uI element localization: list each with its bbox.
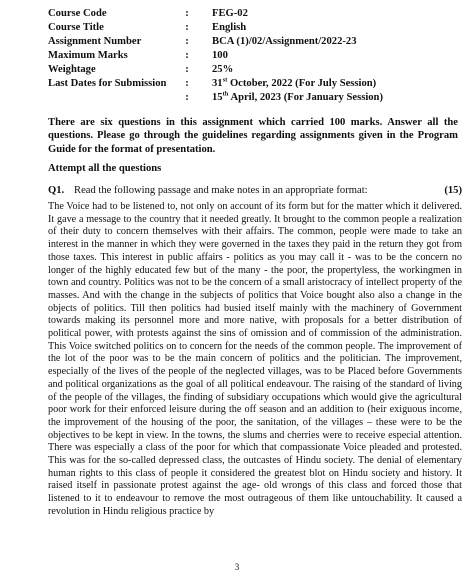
meta-row-weightage bbox=[48, 63, 468, 77]
meta-row-maximum-marks bbox=[48, 49, 468, 63]
meta-colon: : bbox=[185, 8, 189, 19]
question-1 bbox=[48, 184, 462, 197]
meta-colon: : bbox=[185, 64, 189, 75]
meta-colon: : bbox=[185, 78, 189, 89]
meta-value: BCA (1)/02/Assignment/2022-23 bbox=[212, 36, 357, 47]
meta-colon: : bbox=[185, 22, 189, 33]
meta-value: 25% bbox=[212, 64, 234, 75]
meta-colon: : bbox=[185, 36, 189, 47]
meta-label-empty bbox=[48, 91, 162, 105]
meta-label: Course Code bbox=[48, 8, 107, 19]
meta-row-last-dates-2 bbox=[48, 91, 468, 105]
date-day: 31 bbox=[212, 78, 223, 89]
date-ordinal: th bbox=[222, 90, 229, 98]
meta-colon: : bbox=[185, 50, 189, 61]
meta-label: Last Dates for Submission bbox=[48, 78, 167, 89]
meta-label: Maximum Marks bbox=[48, 50, 128, 61]
date-ordinal: st bbox=[222, 76, 228, 84]
meta-row-course-code bbox=[48, 7, 468, 21]
meta-value: FEG-02 bbox=[212, 8, 248, 19]
page-number: 3 bbox=[234, 562, 240, 572]
meta-row-course-title bbox=[48, 21, 468, 35]
meta-row-last-dates bbox=[48, 77, 468, 91]
meta-label: Assignment Number bbox=[48, 36, 142, 47]
meta-colon: : bbox=[185, 92, 189, 103]
question-marks: (15) bbox=[444, 185, 462, 196]
question-number: Q1. bbox=[48, 185, 65, 196]
meta-label: Weightage bbox=[48, 64, 96, 75]
submission-date-july bbox=[212, 77, 468, 91]
assignment-instructions: There are six questions in this assignment which carried 100 marks. Answer all the questions. Please go through the guidelines regarding assignments given in the Program Guide for the format of presentation. bbox=[48, 117, 458, 155]
question-text: Read the following passage and make notes in an appropriate format: bbox=[74, 185, 368, 196]
date-day: 15 bbox=[212, 92, 223, 103]
attempt-heading: Attempt all the questions bbox=[48, 163, 162, 174]
meta-value: English bbox=[212, 22, 247, 33]
meta-row-assignment-number bbox=[48, 35, 468, 49]
meta-label: Course Title bbox=[48, 22, 104, 33]
date-rest: October, 2022 (For July Session) bbox=[227, 78, 377, 89]
meta-value: 100 bbox=[212, 50, 228, 61]
date-rest: April, 2023 (For January Session) bbox=[228, 92, 383, 103]
assignment-meta-table bbox=[48, 7, 468, 105]
reading-passage: The Voice had to be listened to, not only on account of its form but for the matter which it delivered. It gave a message to the country that it needed greatly. It brought to the common people a realization of their duty to concern themselves with their affairs. The common, people were made to take an interest in the manner in which they were governed in the taxes they paid in the return they got from those taxes. This interest in public affairs - politics as you may call it - was to be the concern no longer of the highly educated few but of the many - the poor, the propertyless, the workingmen in town and country. Politics was not to be the concern of a small aristocracy of intellect property of the masses. And with the change in the subjects of politics that Voice bought also also a change in the objects of politics. Till then politics had busied itself mainly with the machinery of Government towards making its personnel more and more native, with proposals for a better distribution of political power, with protests against the sins of omission and of commission of the administration. This Voice switched politics on to concern for the needs of the common people. The improvement of the lot of the poor was to be the main concern of politics and the politician. The improvement, especially of the lives of the people of the neglected villages, was to be Placed before Governments and political organizations as the goal of all political endeavour. The raising of the standard of living of the people of the villages, the finding of subsidiary occupations which would give the agricultural poor work for their enforced leisure during the off season and an addition to (heir exiguous income, the improvement of the housing of the poor, the sanitation, of the villages – these were to be the objectives to be kept in view. In the towns, the slums and cherries were to receive especial attention. There was especially a class of the poor for which that compassionate Voice pleaded and protested. This was for the so-called depressed class, the outcastes of Hindu society. The denial of elementary human rights to this class of people it considered the greatest blot on Hindu society and history. It raised itself in passionate protest against the age- old wrongs of this class and forced those that listened to it to endeavour to remove the most outrageous of them like untouchability. It caused a revolution in Hindu religious practice by bbox=[48, 201, 462, 517]
submission-date-january bbox=[212, 91, 468, 105]
